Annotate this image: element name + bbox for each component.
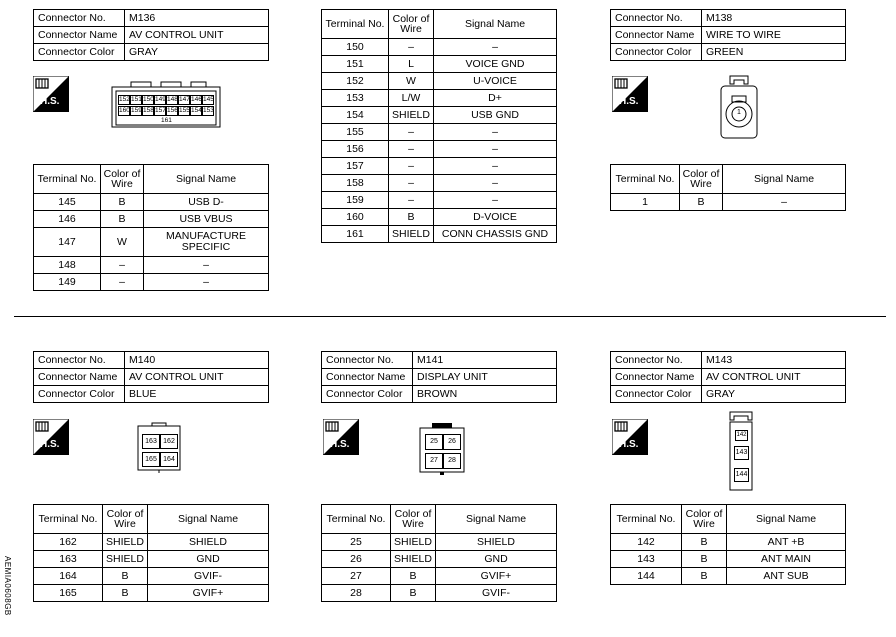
header-terminal: Terminal No. [34, 505, 103, 534]
wire-color: L [389, 56, 434, 73]
wire-color: B [682, 551, 727, 568]
signal: SHIELD [436, 534, 557, 551]
table-row [34, 274, 269, 291]
signal: ANT SUB [727, 568, 846, 585]
label: Connector Color [611, 44, 702, 61]
table-row [322, 124, 557, 141]
label: Connector No. [611, 352, 702, 369]
label: Connector No. [322, 352, 413, 369]
wire-color: SHIELD [103, 534, 148, 551]
header-wire: Color of Wire [391, 505, 436, 534]
terminal: 150 [322, 39, 389, 56]
terminal: 147 [34, 228, 101, 257]
pin: 147 [179, 96, 190, 103]
pin: 28 [443, 453, 461, 469]
signal: ANT MAIN [727, 551, 846, 568]
label: Connector Name [322, 369, 413, 386]
label: Connector Name [611, 369, 702, 386]
m143-info-table [610, 351, 846, 403]
wire-color: – [389, 124, 434, 141]
pin: 165 [142, 452, 160, 467]
label: Connector Color [34, 386, 125, 403]
header-terminal: Terminal No. [611, 165, 680, 194]
wire-color: B [682, 568, 727, 585]
terminal: 156 [322, 141, 389, 158]
connector-color: BLUE [125, 386, 269, 403]
terminal: 151 [322, 56, 389, 73]
connector-color: BROWN [413, 386, 557, 403]
wire-color: SHIELD [391, 534, 436, 551]
wire-color: SHIELD [103, 551, 148, 568]
m136-terminal-table-continued [321, 9, 557, 243]
wire-color: B [101, 194, 144, 211]
m143-terminal-table [610, 504, 846, 585]
signal: USB VBUS [144, 211, 269, 228]
hs-label: H.S. [40, 439, 60, 450]
connector-name: DISPLAY UNIT [413, 369, 557, 386]
signal: CONN CHASSIS GND [434, 226, 557, 243]
connector-color: GREEN [702, 44, 846, 61]
wire-color: – [101, 257, 144, 274]
pin: 153 [203, 107, 214, 114]
connector-no: M140 [125, 352, 269, 369]
signal: SHIELD [148, 534, 269, 551]
signal: – [434, 175, 557, 192]
terminal: 160 [322, 209, 389, 226]
header-wire: Color of Wire [680, 165, 723, 194]
pin: 145 [203, 96, 214, 103]
table-row [322, 534, 557, 551]
m141-connector-face [418, 422, 466, 476]
wire-color: SHIELD [391, 551, 436, 568]
terminal: 146 [34, 211, 101, 228]
header-wire: Color of Wire [682, 505, 727, 534]
table-row [322, 226, 557, 243]
header-signal: Signal Name [727, 505, 846, 534]
signal: – [144, 274, 269, 291]
label: Connector Color [322, 386, 413, 403]
wire-color: L/W [389, 90, 434, 107]
table-row [34, 568, 269, 585]
harness-side-icon [323, 419, 359, 455]
header-terminal: Terminal No. [322, 10, 389, 39]
signal: – [434, 158, 557, 175]
table-row [34, 551, 269, 568]
wire-color: SHIELD [389, 107, 434, 124]
signal: USB GND [434, 107, 557, 124]
table-row [611, 534, 846, 551]
signal: – [434, 141, 557, 158]
table-row [322, 56, 557, 73]
wire-color: – [389, 175, 434, 192]
label: Connector No. [611, 10, 702, 27]
table-row [322, 90, 557, 107]
label: Connector Name [34, 369, 125, 386]
signal: GVIF+ [436, 568, 557, 585]
pin: 25 [425, 434, 443, 450]
header-wire: Color of Wire [101, 165, 144, 194]
m138-terminal-table [610, 164, 846, 211]
pin: 159 [131, 107, 142, 114]
signal: – [434, 39, 557, 56]
m136-info-table [33, 9, 269, 61]
pin: 164 [160, 452, 178, 467]
terminal: 162 [34, 534, 103, 551]
table-row [611, 568, 846, 585]
signal: ANT +B [727, 534, 846, 551]
signal: GVIF- [436, 585, 557, 602]
connector-name: AV CONTROL UNIT [125, 27, 269, 44]
m140-connector-face [136, 422, 182, 474]
table-row [322, 192, 557, 209]
wire-color: B [682, 534, 727, 551]
m138-info-table [610, 9, 846, 61]
pin: 27 [425, 453, 443, 469]
table-row [34, 228, 269, 257]
signal: D-VOICE [434, 209, 557, 226]
terminal: 157 [322, 158, 389, 175]
hs-label: H.S. [330, 439, 350, 450]
signal: GND [148, 551, 269, 568]
wire-color: W [389, 73, 434, 90]
pin: 149 [155, 96, 166, 103]
terminal: 1 [611, 194, 680, 211]
pin: 144 [734, 468, 749, 482]
terminal: 145 [34, 194, 101, 211]
pin: 154 [191, 107, 202, 114]
wire-color: – [389, 192, 434, 209]
table-row [322, 73, 557, 90]
wire-color: B [101, 211, 144, 228]
label: Connector Name [611, 27, 702, 44]
table-row [611, 194, 846, 211]
terminal: 25 [322, 534, 391, 551]
label: Connector Color [34, 44, 125, 61]
signal: GND [436, 551, 557, 568]
pin: 155 [179, 107, 190, 114]
m141-terminal-table [321, 504, 557, 602]
pin: 148 [167, 96, 178, 103]
harness-side-icon [612, 76, 648, 112]
wire-color: – [389, 39, 434, 56]
header-terminal: Terminal No. [611, 505, 682, 534]
terminal: 148 [34, 257, 101, 274]
connector-name: AV CONTROL UNIT [702, 369, 846, 386]
terminal: 153 [322, 90, 389, 107]
wire-color: B [103, 585, 148, 602]
pin: 26 [443, 434, 461, 450]
header-signal: Signal Name [144, 165, 269, 194]
header-terminal: Terminal No. [322, 505, 391, 534]
hs-label: H.S. [40, 96, 60, 107]
header-signal: Signal Name [723, 165, 846, 194]
pin: 161 [161, 117, 172, 124]
signal: GVIF+ [148, 585, 269, 602]
label: Connector No. [34, 352, 125, 369]
m136-terminal-table [33, 164, 269, 291]
header-signal: Signal Name [148, 505, 269, 534]
terminal: 143 [611, 551, 682, 568]
signal: U-VOICE [434, 73, 557, 90]
signal: – [723, 194, 846, 211]
header-wire: Color of Wire [389, 10, 434, 39]
pin: 150 [143, 96, 154, 103]
terminal: 165 [34, 585, 103, 602]
m140-info-table [33, 351, 269, 403]
m140-terminal-table [33, 504, 269, 602]
header-signal: Signal Name [436, 505, 557, 534]
terminal: 154 [322, 107, 389, 124]
table-row [34, 534, 269, 551]
connector-no: M138 [702, 10, 846, 27]
wire-color: B [391, 585, 436, 602]
table-row [322, 39, 557, 56]
connector-color: GRAY [125, 44, 269, 61]
table-row [322, 585, 557, 602]
label: Connector Name [34, 27, 125, 44]
pin: 152 [119, 96, 130, 103]
wire-color: – [101, 274, 144, 291]
terminal: 144 [611, 568, 682, 585]
table-row [322, 568, 557, 585]
signal: – [434, 192, 557, 209]
terminal: 158 [322, 175, 389, 192]
terminal: 155 [322, 124, 389, 141]
hs-label: H.S. [619, 96, 639, 107]
signal: GVIF- [148, 568, 269, 585]
table-row [611, 551, 846, 568]
harness-side-icon [33, 76, 69, 112]
pin: 142 [735, 430, 748, 441]
hs-label: H.S. [619, 439, 639, 450]
wire-color: B [103, 568, 148, 585]
wire-color: B [389, 209, 434, 226]
header-wire: Color of Wire [103, 505, 148, 534]
wire-color: W [101, 228, 144, 257]
terminal: 26 [322, 551, 391, 568]
pin: 1 [737, 109, 741, 116]
header-signal: Signal Name [434, 10, 557, 39]
wire-color: – [389, 158, 434, 175]
terminal: 142 [611, 534, 682, 551]
signal: D+ [434, 90, 557, 107]
connector-no: M141 [413, 352, 557, 369]
signal: MANUFACTURE SPECIFIC [144, 228, 269, 257]
m143-connector-face [726, 410, 756, 492]
wire-color: B [391, 568, 436, 585]
harness-side-icon [612, 419, 648, 455]
table-row [322, 209, 557, 226]
wire-color: SHIELD [389, 226, 434, 243]
table-row [34, 211, 269, 228]
figure-code: AEMIA0608GB [3, 556, 12, 616]
terminal: 164 [34, 568, 103, 585]
pin: 156 [167, 107, 178, 114]
table-row [322, 107, 557, 124]
pin: 160 [119, 107, 130, 114]
table-row [322, 141, 557, 158]
header-terminal: Terminal No. [34, 165, 101, 194]
m141-info-table [321, 351, 557, 403]
table-row [34, 257, 269, 274]
table-row [34, 585, 269, 602]
pin: 162 [160, 434, 178, 449]
pin: 158 [143, 107, 154, 114]
terminal: 159 [322, 192, 389, 209]
terminal: 163 [34, 551, 103, 568]
section-divider [14, 316, 886, 317]
m136-connector-face [111, 79, 221, 129]
m138-connector-face [718, 74, 760, 140]
table-row [322, 551, 557, 568]
connector-name: WIRE TO WIRE [702, 27, 846, 44]
label: Connector No. [34, 10, 125, 27]
signal: – [144, 257, 269, 274]
harness-side-icon [33, 419, 69, 455]
terminal: 149 [34, 274, 101, 291]
pin: 157 [155, 107, 166, 114]
signal: USB D- [144, 194, 269, 211]
terminal: 152 [322, 73, 389, 90]
label: Connector Color [611, 386, 702, 403]
terminal: 27 [322, 568, 391, 585]
table-row [322, 158, 557, 175]
pin: 143 [734, 446, 749, 460]
connector-no: M136 [125, 10, 269, 27]
pin: 163 [142, 434, 160, 449]
pin: 151 [131, 96, 142, 103]
signal: – [434, 124, 557, 141]
terminal: 28 [322, 585, 391, 602]
connector-name: AV CONTROL UNIT [125, 369, 269, 386]
signal: VOICE GND [434, 56, 557, 73]
pin: 146 [191, 96, 202, 103]
table-row [322, 175, 557, 192]
wire-color: B [680, 194, 723, 211]
connector-color: GRAY [702, 386, 846, 403]
connector-no: M143 [702, 352, 846, 369]
wire-color: – [389, 141, 434, 158]
terminal: 161 [322, 226, 389, 243]
table-row [34, 194, 269, 211]
